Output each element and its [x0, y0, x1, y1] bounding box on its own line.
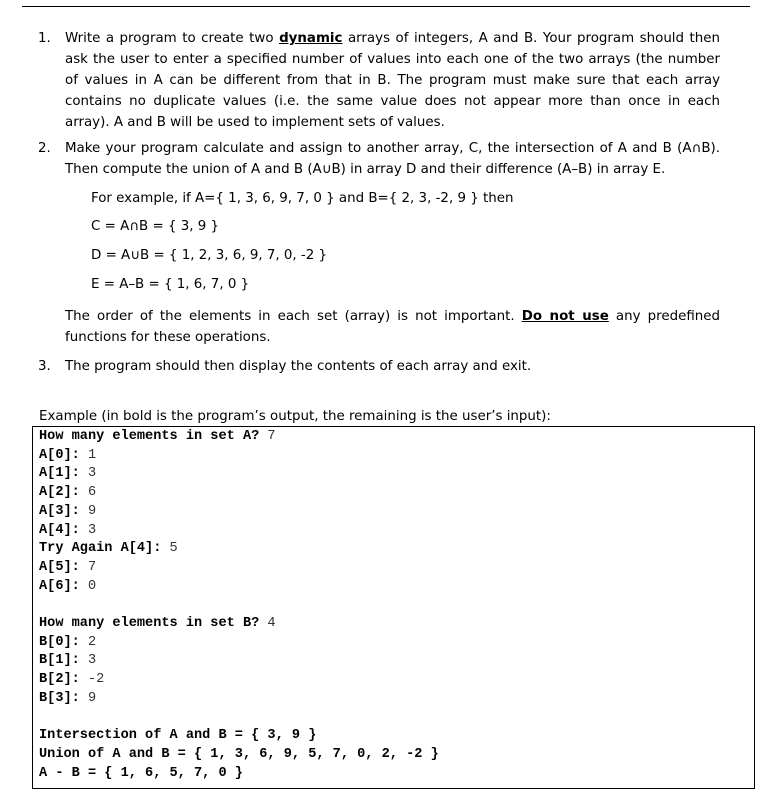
- console-line: A - B = { 1, 6, 5, 7, 0 }: [39, 765, 243, 781]
- console-line: A[1]: 3: [39, 466, 97, 482]
- console-line: B[3]: 9: [39, 690, 97, 706]
- console-line: A[6]: 0: [39, 578, 97, 594]
- example-line-d: D = A∪B = { 1, 2, 3, 6, 9, 7, 0, -2 }: [91, 248, 328, 263]
- example-line-1: For example, if A={ 1, 3, 6, 9, 7, 0 } and B={ 2, 3, -2, 9 } then: [91, 191, 514, 206]
- console-line: A[4]: 3: [39, 522, 97, 538]
- console-line: Try Again A[4]: 5: [39, 541, 178, 557]
- console-line: Union of A and B = { 1, 3, 6, 9, 5, 7, 0, 2, -2 }: [39, 746, 439, 762]
- item2-note-after: any predefined functions for these operations.: [65, 309, 721, 345]
- console-line: A[2]: 6: [39, 485, 97, 501]
- item1-text-after: arrays of integers, A and B. Your program should then ask the user to enter a specified number of values into each one of the two arrays (the number of values in A can be different from that in B. The program must make sure that each array contains no duplicate values (i.e. the same value does not appear more than once in each array). A and B will be used to implement sets of values.: [65, 31, 720, 130]
- example-caption: Example (in bold is the program’s output, the remaining is the user’s input):: [39, 409, 551, 424]
- console-line: B[0]: 2: [39, 634, 97, 650]
- console-line: A[5]: 7: [39, 559, 97, 575]
- item1-text: [65, 28, 720, 133]
- example-line-e: E = A–B = { 1, 6, 7, 0 }: [91, 277, 250, 292]
- item1-emphasis: dynamic: [279, 31, 343, 46]
- top-rule: [22, 6, 750, 7]
- item1-number: 1.: [38, 31, 51, 46]
- item2-note: [65, 306, 720, 348]
- item3-number: 3.: [38, 359, 51, 374]
- console-line: B[1]: 3: [39, 653, 97, 669]
- console-line: How many elements in set B? 4: [39, 616, 276, 631]
- console-line: A[3]: 9: [39, 503, 97, 519]
- item2-text: Make your program calculate and assign to another array, C, the intersection of A and B (A∩B). Then compute the union of A and B (A∪B) in array D and their difference (A–B) in array E.: [65, 141, 720, 177]
- console-line: B[2]: -2: [39, 672, 105, 688]
- item2-number: 2.: [38, 141, 51, 156]
- item2-note-emphasis: Do not use: [521, 309, 609, 324]
- console-line: Intersection of A and B = { 3, 9 }: [39, 728, 317, 744]
- example-line-c: C = A∩B = { 3, 9 }: [91, 219, 220, 234]
- item2-note-before: The order of the elements in each set (array) is not important.: [65, 309, 522, 324]
- console-output-box: [32, 426, 755, 789]
- item3-text: The program should then display the contents of each array and exit.: [65, 359, 532, 374]
- console-line: How many elements in set A? 7: [39, 429, 276, 444]
- console-line: A[0]: 1: [39, 447, 97, 463]
- item1-text-before: Write a program to create two: [65, 31, 280, 46]
